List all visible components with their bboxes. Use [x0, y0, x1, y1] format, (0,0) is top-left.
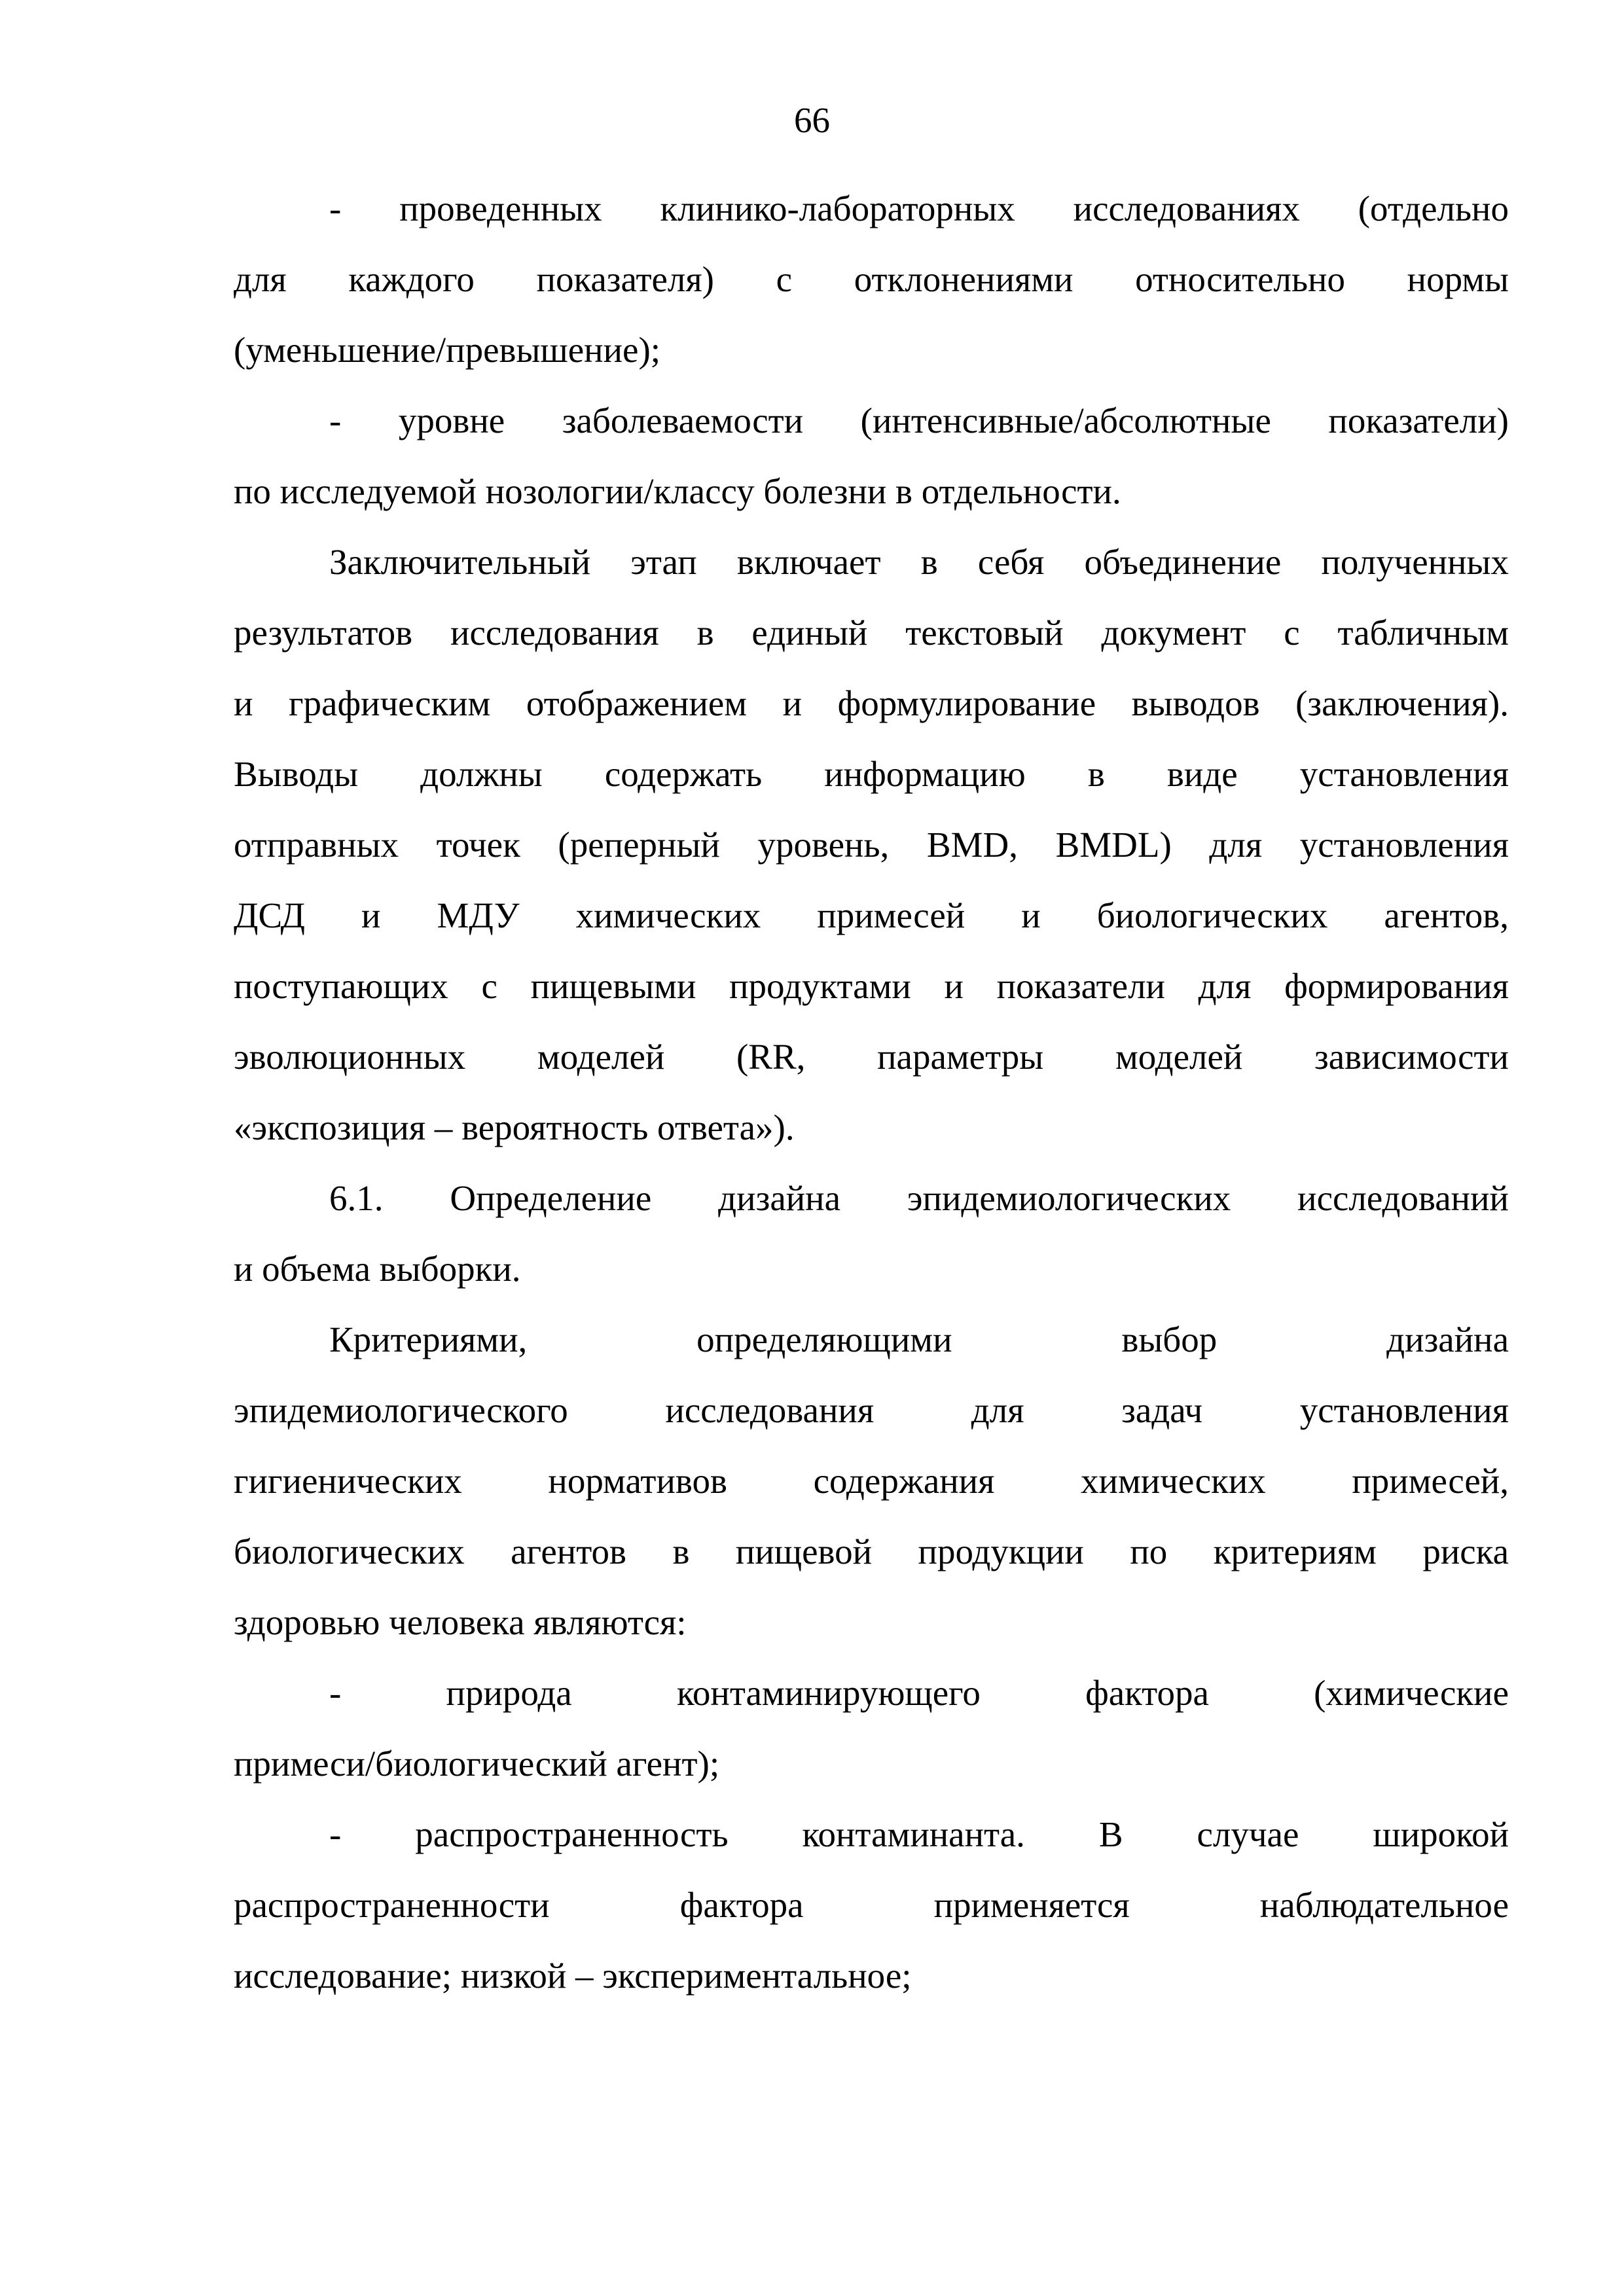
- text-line: исследование; низкой – экспериментальное;: [234, 1956, 912, 1996]
- text-line: отправных точек (реперный уровень, BMD, BMDL) для установления: [234, 825, 1509, 865]
- section-heading-line: 6.1. Определение дизайна эпидемиологических исследований: [329, 1178, 1509, 1218]
- text-line: распространенности фактора применяется наблюдательное: [234, 1885, 1509, 1925]
- page-number: 66: [794, 100, 830, 140]
- text-line: - уровне заболеваемости (интенсивные/абсолютные показатели): [329, 401, 1509, 440]
- document-body: [234, 173, 1509, 2011]
- text-line: Критериями, определяющими выбор дизайна: [329, 1319, 1509, 1359]
- text-line: - распространенность контаминанта. В случае широкой: [329, 1814, 1509, 1854]
- text-line: примеси/биологический агент);: [234, 1744, 720, 1784]
- text-line: - проведенных клинико-лабораторных исследованиях (отдельно: [329, 188, 1509, 228]
- text-line: (уменьшение/превышение);: [234, 330, 661, 370]
- text-line: ДСД и МДУ химических примесей и биологических агентов,: [234, 895, 1509, 935]
- text-line: эпидемиологического исследования для задач установления: [234, 1390, 1509, 1430]
- text-line: Выводы должны содержать информацию в виде установления: [234, 754, 1509, 794]
- text-line: Заключительный этап включает в себя объединение полученных: [329, 542, 1509, 582]
- text-line: результатов исследования в единый текстовый документ с табличным: [234, 613, 1509, 653]
- text-line: поступающих с пищевыми продуктами и показатели для формирования: [234, 966, 1509, 1006]
- text-line: «экспозиция – вероятность ответа»).: [234, 1107, 795, 1147]
- text-line: для каждого показателя) с отклонениями относительно нормы: [234, 259, 1509, 299]
- text-line: - природа контаминирующего фактора (химические: [329, 1673, 1509, 1713]
- text-line: эволюционных моделей (RR, параметры моделей зависимости: [234, 1037, 1509, 1077]
- text-line: по исследуемой нозологии/классу болезни в отдельности.: [234, 471, 1121, 511]
- section-heading-line: и объема выборки.: [234, 1249, 521, 1289]
- text-line: здоровью человека являются:: [234, 1602, 687, 1642]
- text-line: и графическим отображением и формулирование выводов (заключения).: [234, 683, 1509, 723]
- text-line: гигиенических нормативов содержания химических примесей,: [234, 1461, 1509, 1501]
- text-line: биологических агентов в пищевой продукции по критериям риска: [234, 1532, 1509, 1571]
